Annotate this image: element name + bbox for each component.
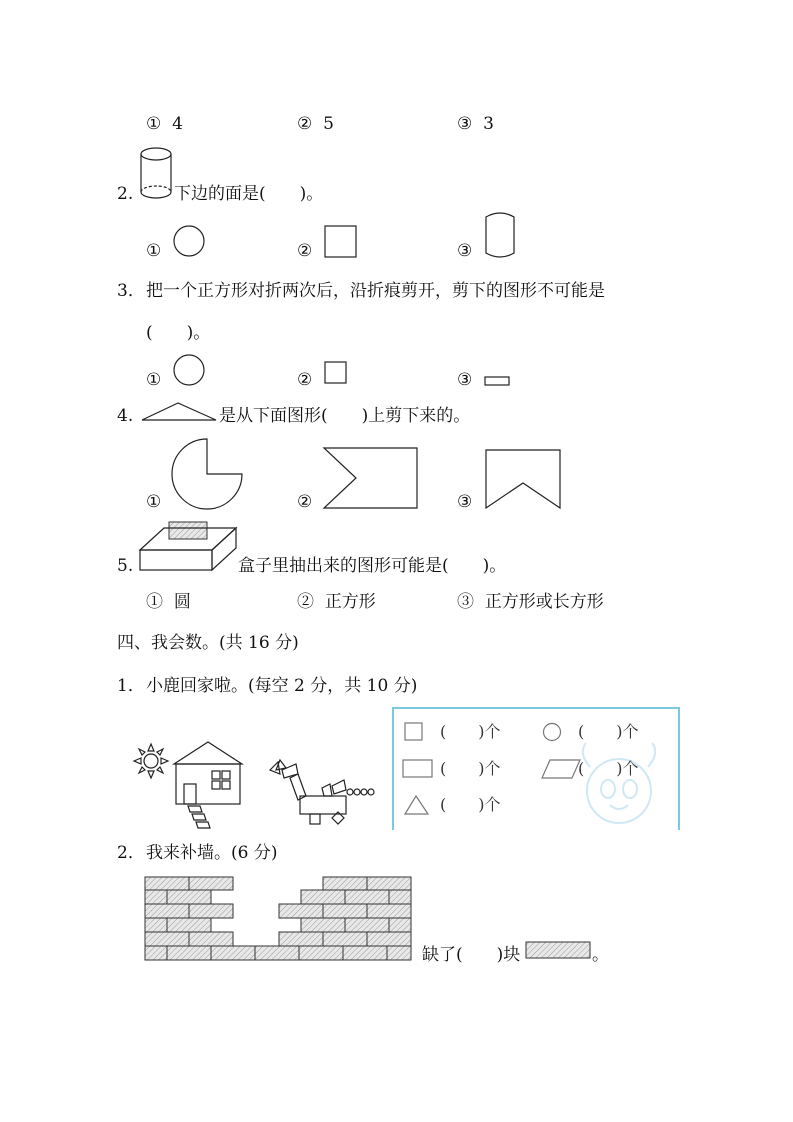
- triangle-icon: [404, 794, 430, 816]
- brick-icon: [525, 940, 593, 960]
- section-title: 四、我会数。(共 16 分): [117, 633, 299, 653]
- deer-watermark-icon: [564, 739, 674, 831]
- cylinder-icon: [140, 146, 174, 200]
- q5-option-2: [297, 592, 376, 612]
- s4q1-text: 小鹿回家啦。(每空 2 分，共 10 分): [146, 676, 418, 696]
- small-square-icon: [323, 360, 349, 386]
- option-number: ①: [146, 592, 163, 612]
- parallelogram-icon: [542, 758, 582, 780]
- q2-number: 2.: [117, 184, 134, 204]
- q2-option-2-number: ②: [297, 241, 313, 261]
- barrel-shape-icon: [482, 211, 520, 261]
- s4q2-answer-end: 。: [592, 945, 609, 965]
- rectangle-count: ( )个: [440, 759, 501, 778]
- rectangle-icon: [402, 758, 434, 780]
- banner-shape-icon: [484, 448, 564, 512]
- q1-option-1: [146, 114, 183, 134]
- option-number: ①: [146, 114, 162, 134]
- triangle-count: ( )个: [440, 795, 501, 814]
- brick-wall-illustration: [145, 877, 413, 961]
- s4q2-number: 2．: [117, 843, 145, 863]
- s4q2-text: 我来补墙。(6 分): [146, 843, 278, 863]
- option-text: 3: [483, 114, 494, 134]
- q1-option-3: [457, 114, 494, 134]
- sun-house-illustration: [134, 740, 246, 832]
- option-text: 正方形: [324, 592, 376, 612]
- q1-option-2: [297, 114, 334, 134]
- square-icon: [404, 722, 424, 742]
- q5-option-3: [457, 592, 604, 612]
- q3-option-2-number: ②: [297, 370, 313, 390]
- q2-option-1-number: ①: [146, 241, 162, 261]
- q4-option-2-number: ②: [297, 492, 313, 512]
- q2-option-3-number: ③: [457, 241, 473, 261]
- s4q2-answer-text: 缺了( )块: [422, 945, 521, 965]
- q4-option-1-number: ①: [146, 492, 162, 512]
- q4-text: 是从下面图形( )上剪下来的。: [219, 406, 471, 426]
- option-number: ③: [457, 114, 473, 134]
- circle-count: ( )个: [578, 722, 639, 741]
- option-text: 4: [172, 114, 183, 134]
- q5-number: 5.: [117, 556, 134, 576]
- q5-option-1: [146, 592, 191, 612]
- square-shape-icon: [323, 224, 359, 260]
- q3-option-3-number: ③: [457, 370, 473, 390]
- triangle-piece-icon: [140, 400, 220, 424]
- q2-text: 下边的面是( )。: [174, 184, 324, 204]
- option-number: ③: [457, 592, 474, 612]
- arrow-notch-shape-icon: [322, 446, 420, 512]
- circle-icon: [542, 722, 562, 742]
- s4q1-number: 1．: [117, 676, 145, 696]
- q3-number: 3．: [117, 281, 145, 301]
- thin-rectangle-icon: [484, 375, 512, 387]
- q4-number: 4.: [117, 406, 134, 426]
- option-text: 5: [323, 114, 334, 134]
- parallelogram-count: ( )个: [578, 759, 639, 778]
- pacman-shape-icon: [170, 437, 244, 511]
- q3-option-1-number: ①: [146, 370, 162, 390]
- q3-text-continued: ( )。: [146, 323, 211, 343]
- q4-option-3-number: ③: [457, 492, 473, 512]
- option-text: 正方形或长方形: [484, 592, 604, 612]
- square-count: ( )个: [440, 722, 501, 741]
- circle-shape-icon: [172, 353, 206, 387]
- option-number: ②: [297, 592, 314, 612]
- q5-text: 盒子里抽出来的图形可能是( )。: [238, 556, 507, 576]
- q3-text: 把一个正方形对折两次后，沿折痕剪开，剪下的图形不可能是: [146, 281, 605, 301]
- circle-shape-icon: [172, 224, 206, 258]
- option-number: ②: [297, 114, 313, 134]
- box-icon: [138, 518, 240, 576]
- deer-illustration: [266, 756, 378, 828]
- option-text: 圆: [173, 592, 191, 612]
